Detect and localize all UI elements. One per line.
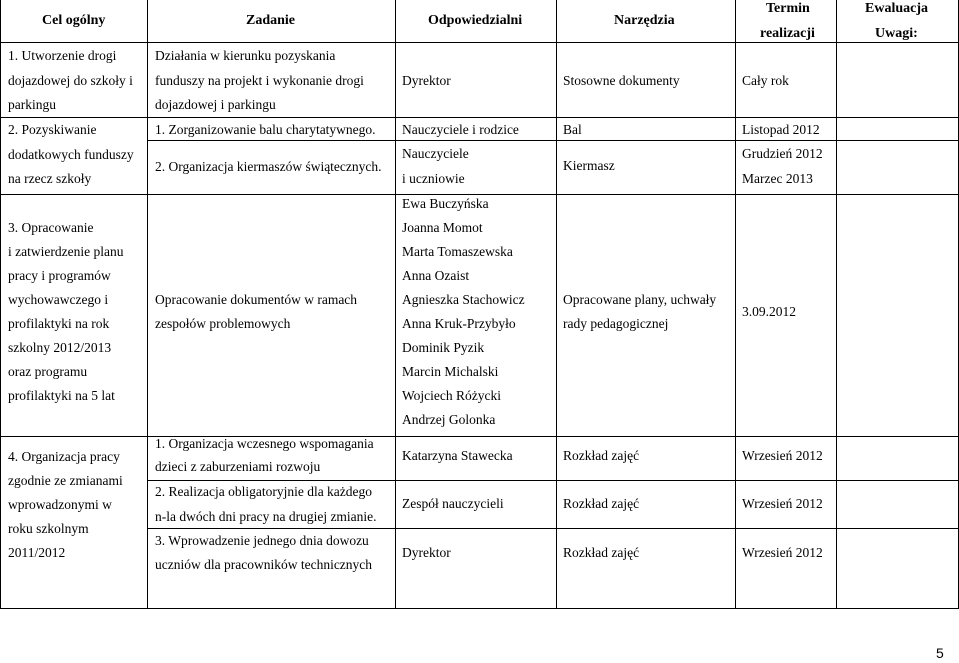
r4-item-term: Wrzesień 2012 xyxy=(742,496,823,511)
r3-responsible-name: Joanna Momot xyxy=(402,220,483,235)
r3-responsible-name: Ewa Buczyńska xyxy=(402,196,489,211)
r3-responsible-name: Marta Tomaszewska xyxy=(402,244,513,259)
r3-goal-line: pracy i programów xyxy=(8,268,111,283)
r3-responsible-name: Agnieszka Stachowicz xyxy=(402,292,525,307)
r2b-responsible-line: i uczniowie xyxy=(402,171,465,186)
header-goal: Cel ogólny xyxy=(42,13,106,28)
r3-responsible-name: Marcin Michalski xyxy=(402,364,499,379)
r4-item-task-line: 2. Realizacja obligatoryjnie dla każdego xyxy=(155,484,373,499)
r4-item-task-line: 1. Organizacja wczesnego wspomagania xyxy=(155,436,374,451)
r4-goal-line: wprowadzonymi w xyxy=(8,497,112,512)
row-divider xyxy=(0,42,959,43)
r3-goal-line: szkolny 2012/2013 xyxy=(8,340,112,355)
r4-item-responsible: Katarzyna Stawecka xyxy=(402,448,513,463)
r2a-tools: Bal xyxy=(563,122,582,137)
r4-item-tools: Rozkład zajęć xyxy=(563,496,640,511)
r2b-tools: Kiermasz xyxy=(563,158,615,173)
table-border-bottom xyxy=(0,608,959,609)
r4-goal-line: 4. Organizacja pracy xyxy=(8,449,120,464)
col-divider xyxy=(556,0,557,609)
r4-item-term: Wrzesień 2012 xyxy=(742,448,823,463)
r4-item-term: Wrzesień 2012 xyxy=(742,545,823,560)
r4-item-tools: Rozkład zajęć xyxy=(563,448,640,463)
r2-goal-line: dodatkowych funduszy xyxy=(8,147,134,162)
r2b-responsible-line: Nauczyciele xyxy=(402,146,469,161)
col-divider xyxy=(836,0,837,609)
r1-goal-line: 1. Utworzenie drogi xyxy=(8,48,117,63)
col-divider xyxy=(395,0,396,609)
r3-goal-line: 3. Opracowanie xyxy=(8,220,94,235)
r2b-term-line: Marzec 2013 xyxy=(742,171,813,186)
r3-responsible-name: Andrzej Golonka xyxy=(402,412,496,427)
r3-goal-line: wychowawczego i xyxy=(8,292,109,307)
r1-term: Cały rok xyxy=(742,73,789,88)
r1-goal-line: parkingu xyxy=(8,97,56,112)
r1-task-line: Działania w kierunku pozyskania xyxy=(155,48,336,63)
header-term-line1: Termin xyxy=(766,1,810,16)
r3-goal-line: profilaktyki na 5 lat xyxy=(8,388,115,403)
r4-item-responsible: Zespół nauczycieli xyxy=(402,496,504,511)
r3-task-line: Opracowanie dokumentów w ramach xyxy=(155,292,358,307)
row-divider xyxy=(0,117,959,118)
r3-responsible-name: Dominik Pyzik xyxy=(402,340,485,355)
col-divider xyxy=(147,0,148,609)
r4-item-task-line: n-la dwóch dni pracy na drugiej zmianie. xyxy=(155,509,377,524)
r2a-responsible: Nauczyciele i rodzice xyxy=(402,122,519,137)
row-divider xyxy=(0,194,959,195)
page-number: 5 xyxy=(936,645,944,661)
r3-responsible-name: Wojciech Różycki xyxy=(402,388,502,403)
r3-responsible-name: Anna Kruk-Przybyło xyxy=(402,316,516,331)
r1-goal-line: dojazdowej do szkoły i xyxy=(8,73,133,88)
r3-term: 3.09.2012 xyxy=(742,304,796,319)
header-tools: Narzędzia xyxy=(614,13,675,28)
header-eval-line2: Uwagi: xyxy=(875,26,918,41)
r2b-task: 2. Organizacja kiermaszów świątecznych. xyxy=(155,159,382,174)
r2-goal-line: na rzecz szkoły xyxy=(8,171,92,186)
row-divider xyxy=(147,528,959,529)
r4-goal-line: zgodnie ze zmianami xyxy=(8,473,123,488)
r2b-term-line: Grudzień 2012 xyxy=(742,146,823,161)
r1-tools: Stosowne dokumenty xyxy=(563,73,680,88)
row-divider xyxy=(147,480,959,481)
r4-item-task-line: uczniów dla pracowników technicznych xyxy=(155,557,373,572)
r3-tools-line: rady pedagogicznej xyxy=(563,316,669,331)
r3-goal-line: oraz programu xyxy=(8,364,88,379)
r3-tools-line: Opracowane plany, uchwały xyxy=(563,292,717,307)
r2-goal-line: 2. Pozyskiwanie xyxy=(8,122,97,137)
row-divider xyxy=(147,140,959,141)
r2a-task: 1. Zorganizowanie balu charytatywnego. xyxy=(155,122,376,137)
r4-item-task-line: 3. Wprowadzenie jednego dnia dowozu xyxy=(155,533,369,548)
r3-goal-line: i zatwierdzenie planu xyxy=(8,244,124,259)
r1-task-line: dojazdowej i parkingu xyxy=(155,97,276,112)
r4-goal-line: 2011/2012 xyxy=(8,545,66,560)
r2a-term: Listopad 2012 xyxy=(742,122,820,137)
r3-task-line: zespołów problemowych xyxy=(155,316,291,331)
r1-responsible: Dyrektor xyxy=(402,73,451,88)
row-divider xyxy=(0,436,959,437)
r4-item-task-line: dzieci z zaburzeniami rozwoju xyxy=(155,459,321,474)
r4-goal-line: roku szkolnym xyxy=(8,521,89,536)
header-eval-line1: Ewaluacja xyxy=(865,1,928,16)
header-task: Zadanie xyxy=(246,13,296,28)
r3-responsible-name: Anna Ozaist xyxy=(402,268,470,283)
header-responsible: Odpowiedzialni xyxy=(428,13,523,28)
r3-goal-line: profilaktyki na rok xyxy=(8,316,110,331)
table-border-left xyxy=(0,0,1,609)
col-divider xyxy=(735,0,736,609)
r1-task-line: funduszy na projekt i wykonanie drogi xyxy=(155,73,364,88)
r4-item-tools: Rozkład zajęć xyxy=(563,545,640,560)
r4-item-responsible: Dyrektor xyxy=(402,545,451,560)
header-term-line2: realizacji xyxy=(760,26,815,41)
